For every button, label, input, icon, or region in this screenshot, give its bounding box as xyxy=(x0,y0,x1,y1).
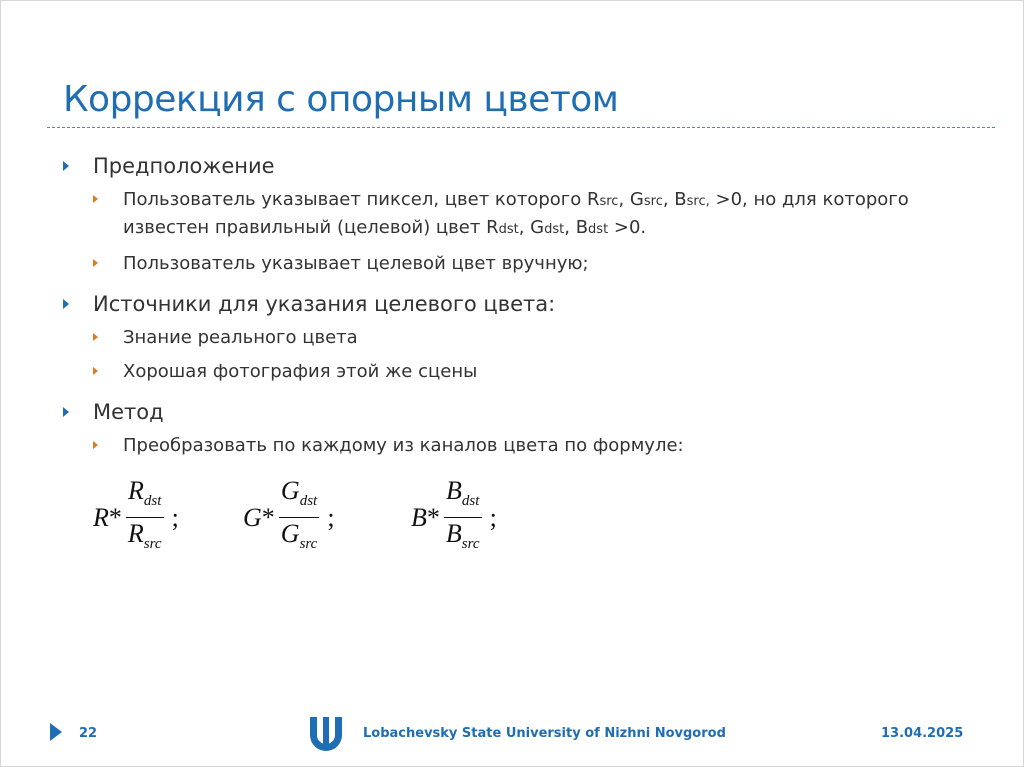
next-slide-arrow-icon[interactable] xyxy=(50,723,62,741)
sub-bullet-text: Преобразовать по каждому из каналов цвета по формуле: xyxy=(123,435,684,456)
sub-bullet-arrow-icon xyxy=(93,441,98,449)
bullet-list xyxy=(63,147,983,459)
bullet-method xyxy=(63,399,983,425)
bullet-assumption xyxy=(63,153,983,179)
formula-green: G * $\frac{G_{dst}}{G_{src}}$ ; xyxy=(243,475,335,560)
bullet-sources xyxy=(63,291,983,317)
sub-bullet-text: Пользователь указывает целевой цвет вручную; xyxy=(123,253,589,274)
sub-bullet-arrow-icon xyxy=(93,195,98,203)
formula-red: R * $\frac{R_{dst}}{R_{src}}$ ; xyxy=(93,475,179,560)
bullet-label: Предположение xyxy=(93,154,275,178)
bullet-label: Метод xyxy=(93,400,164,424)
sub-bullet-arrow-icon xyxy=(93,367,98,375)
sub-bullet-manual-target xyxy=(63,251,983,277)
sub-bullet-pixel-selection xyxy=(63,187,983,243)
sub-bullet-line2: известен правильный (целевой) цвет Rdst, Gdst, Bdst >0. xyxy=(123,217,647,238)
formula-blue: B * $\frac{B_{dst}}{B_{src}}$ ; xyxy=(411,475,497,560)
slide-footer xyxy=(1,713,1023,753)
fraction: $\frac{B_{dst}}{B_{src}}$ xyxy=(445,476,480,552)
fraction: $\frac{G_{dst}}{G_{src}}$ xyxy=(280,476,318,552)
sub-bullet-transform xyxy=(63,433,983,459)
page-number: 22 xyxy=(79,726,98,741)
fraction: $\frac{R_{dst}}{R_{src}}$ xyxy=(127,476,162,552)
bullet-arrow-icon xyxy=(63,161,69,171)
bullet-arrow-icon xyxy=(63,299,69,309)
sub-bullet-arrow-icon xyxy=(93,259,98,267)
sub-bullet-good-photo xyxy=(63,359,983,385)
sub-bullet-line1: Пользователь указывает пиксел, цвет которого Rsrc, Gsrc, Bsrc, >0, но для которого xyxy=(123,189,909,210)
sub-bullet-text: Знание реального цвета xyxy=(123,327,358,348)
unn-logo-icon xyxy=(307,715,345,751)
sub-bullet-text: Хорошая фотография этой же сцены xyxy=(123,361,478,382)
slide-title: Коррекция с опорным цветом xyxy=(63,79,619,120)
university-name: Lobachevsky State University of Nizhni Novgorod xyxy=(363,726,726,741)
bullet-label: Источники для указания целевого цвета: xyxy=(93,292,556,316)
bullet-arrow-icon xyxy=(63,407,69,417)
slide-date: 13.04.2025 xyxy=(881,726,964,741)
title-divider xyxy=(47,127,995,128)
sub-bullet-arrow-icon xyxy=(93,333,98,341)
sub-bullet-real-color xyxy=(63,325,983,351)
